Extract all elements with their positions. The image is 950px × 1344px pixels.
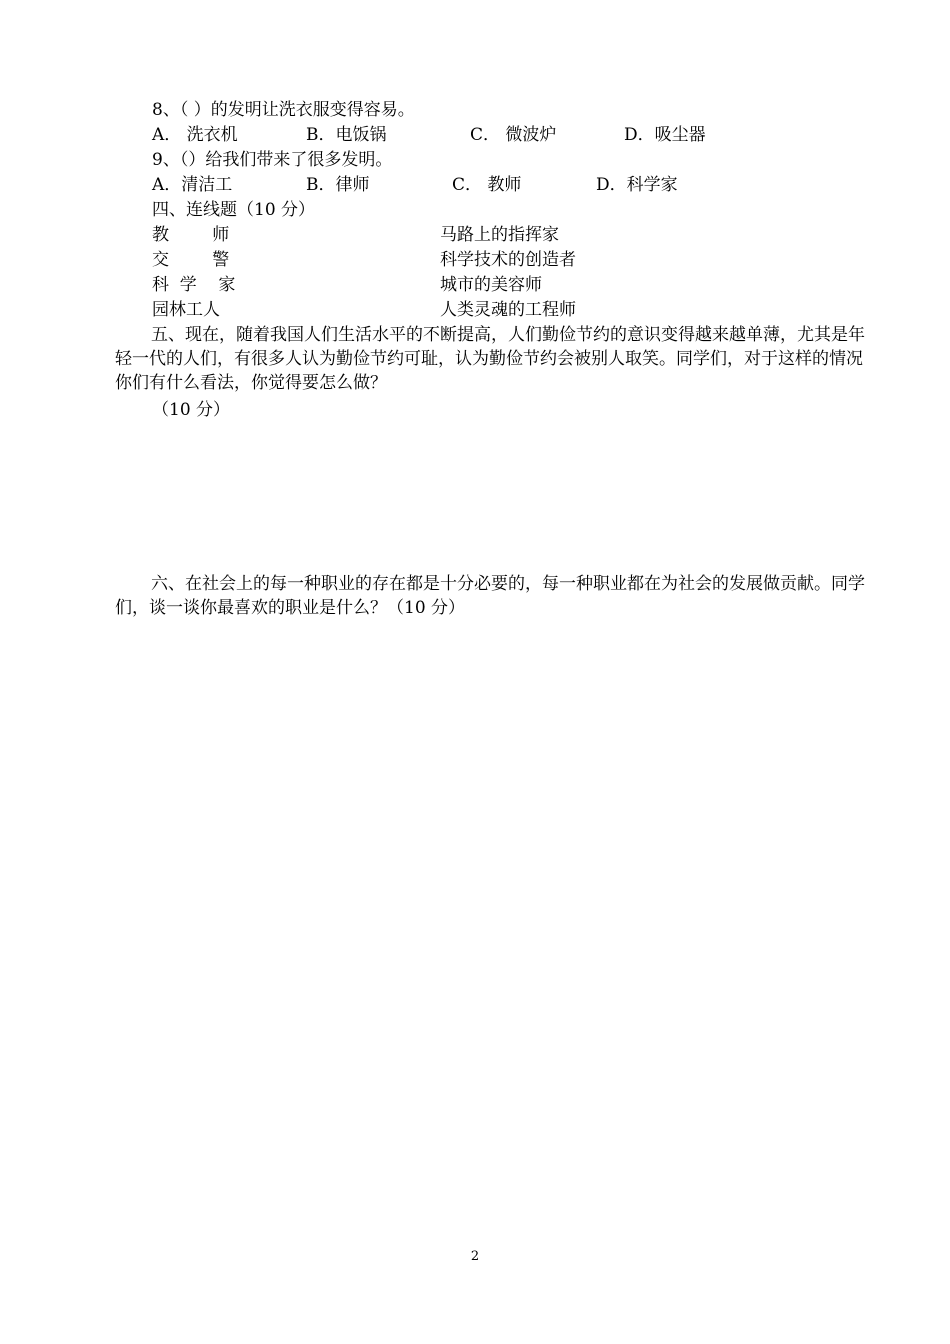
matching-right-item: 城市的美容师 [440, 275, 542, 295]
question-8-option-a: A． 洗衣机 [152, 125, 238, 145]
section-6-question: 六、在社会上的每一种职业的存在都是十分必要的，每一种职业都在为社会的发展做贡献。同学们，谈一谈你最喜欢的职业是什么？（10 分） [115, 574, 865, 618]
matching-left-item: 教 师 [152, 225, 230, 245]
page-number: 2 [470, 1249, 480, 1264]
matching-left-item: 科 学 家 [152, 275, 236, 295]
section-4-title: 四、连线题（10 分） [152, 200, 316, 220]
matching-right-item: 科学技术的创造者 [440, 250, 576, 270]
matching-left-item: 交 警 [152, 250, 230, 270]
question-9-option-c: C． 教师 [452, 175, 522, 195]
matching-left-item: 园林工人 [152, 300, 220, 320]
question-9-option-a: A．清洁工 [152, 175, 233, 195]
question-8-option-d: D．吸尘器 [624, 125, 706, 145]
matching-right-item: 马路上的指挥家 [440, 225, 559, 245]
question-8-stem: 8、（ ）的发明让洗衣服变得容易。 [152, 100, 415, 120]
matching-right-item: 人类灵魂的工程师 [440, 300, 576, 320]
question-9-stem: 9、（）给我们带来了很多发明。 [152, 150, 393, 170]
question-9-option-d: D．科学家 [596, 175, 678, 195]
question-9-option-b: B．律师 [306, 175, 370, 195]
question-8-option-c: C． 微波炉 [470, 125, 557, 145]
section-5-score: （10 分） [152, 400, 231, 420]
section-5-question: 五、现在，随着我国人们生活水平的不断提高，人们勤俭节约的意识变得越来越单薄，尤其是年轻一代的人们，有很多人认为勤俭节约可耻，认为勤俭节约会被别人取笑。同学们，对于这样的情况你们有什么看法，你觉得要怎么做？ [115, 325, 865, 393]
question-8-option-b: B．电饭锅 [306, 125, 387, 145]
